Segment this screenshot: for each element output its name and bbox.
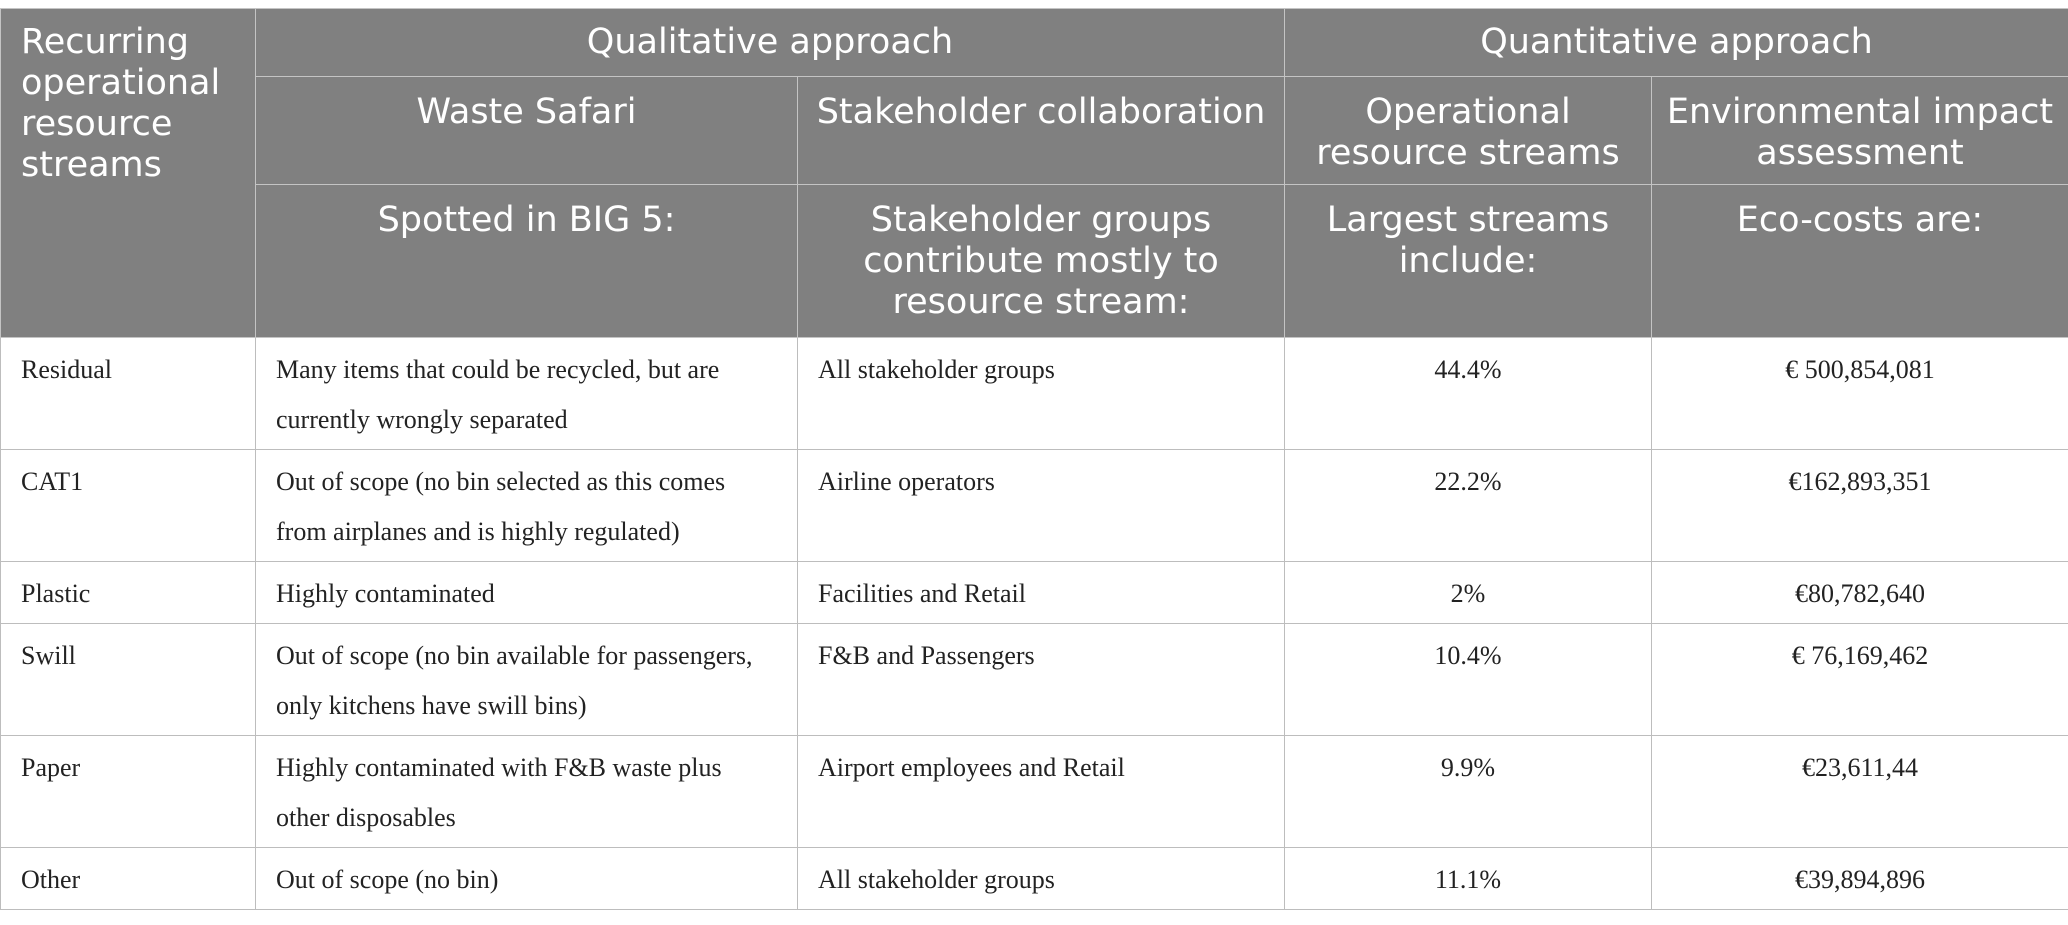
cell-stream-share: 44.4% — [1285, 338, 1652, 450]
table-row — [1, 736, 2068, 848]
cell-stream: Paper — [1, 736, 256, 848]
header-environmental-impact: Environmental impact assessment — [1652, 77, 2068, 185]
cell-stream-share: 2% — [1285, 562, 1652, 624]
header-waste-safari: Waste Safari — [256, 77, 798, 185]
cell-eco-cost: € 76,169,462 — [1652, 624, 2068, 736]
cell-stream: Other — [1, 848, 256, 910]
header-quantitative-approach: Quantitative approach — [1285, 9, 2068, 77]
cell-eco-cost: €39,894,896 — [1652, 848, 2068, 910]
cell-waste-safari: Out of scope (no bin selected as this comes from airplanes and is highly regulated) — [256, 450, 798, 562]
cell-stream-share: 11.1% — [1285, 848, 1652, 910]
cell-stream-share: 10.4% — [1285, 624, 1652, 736]
table-row — [1, 450, 2068, 562]
table-row — [1, 338, 2068, 450]
cell-eco-cost: €23,611,44 — [1652, 736, 2068, 848]
cell-waste-safari: Highly contaminated with F&B waste plus other disposables — [256, 736, 798, 848]
table-row — [1, 848, 2068, 910]
table-row — [1, 562, 2068, 624]
table-header — [1, 9, 2068, 338]
cell-waste-safari: Out of scope (no bin) — [256, 848, 798, 910]
header-spotted-big5: Spotted in BIG 5: — [256, 185, 798, 338]
cell-eco-cost: € 500,854,081 — [1652, 338, 2068, 450]
header-eco-costs: Eco-costs are: — [1652, 185, 2068, 338]
cell-stakeholder: Facilities and Retail — [798, 562, 1285, 624]
header-stakeholder-groups: Stakeholder groups contribute mostly to resource stream: — [798, 185, 1285, 338]
table-body — [1, 338, 2068, 910]
cell-stakeholder: Airline operators — [798, 450, 1285, 562]
cell-waste-safari: Highly contaminated — [256, 562, 798, 624]
cell-stream: CAT1 — [1, 450, 256, 562]
cell-stream-share: 22.2% — [1285, 450, 1652, 562]
cell-stream: Residual — [1, 338, 256, 450]
table-row — [1, 624, 2068, 736]
cell-waste-safari: Out of scope (no bin available for passengers, only kitchens have swill bins) — [256, 624, 798, 736]
cell-stakeholder: All stakeholder groups — [798, 338, 1285, 450]
cell-eco-cost: €162,893,351 — [1652, 450, 2068, 562]
cell-stream-share: 9.9% — [1285, 736, 1652, 848]
resource-streams-table — [0, 8, 2068, 910]
cell-stakeholder: All stakeholder groups — [798, 848, 1285, 910]
header-recurring-streams: Recurring operational resource streams — [1, 9, 256, 338]
cell-stakeholder: Airport employees and Retail — [798, 736, 1285, 848]
cell-eco-cost: €80,782,640 — [1652, 562, 2068, 624]
header-operational-resource-streams: Operational resource streams — [1285, 77, 1652, 185]
header-qualitative-approach: Qualitative approach — [256, 9, 1285, 77]
cell-stream: Plastic — [1, 562, 256, 624]
cell-stakeholder: F&B and Passengers — [798, 624, 1285, 736]
cell-waste-safari: Many items that could be recycled, but are currently wrongly separated — [256, 338, 798, 450]
header-largest-streams: Largest streams include: — [1285, 185, 1652, 338]
cell-stream: Swill — [1, 624, 256, 736]
header-stakeholder-collaboration: Stakeholder collaboration — [798, 77, 1285, 185]
